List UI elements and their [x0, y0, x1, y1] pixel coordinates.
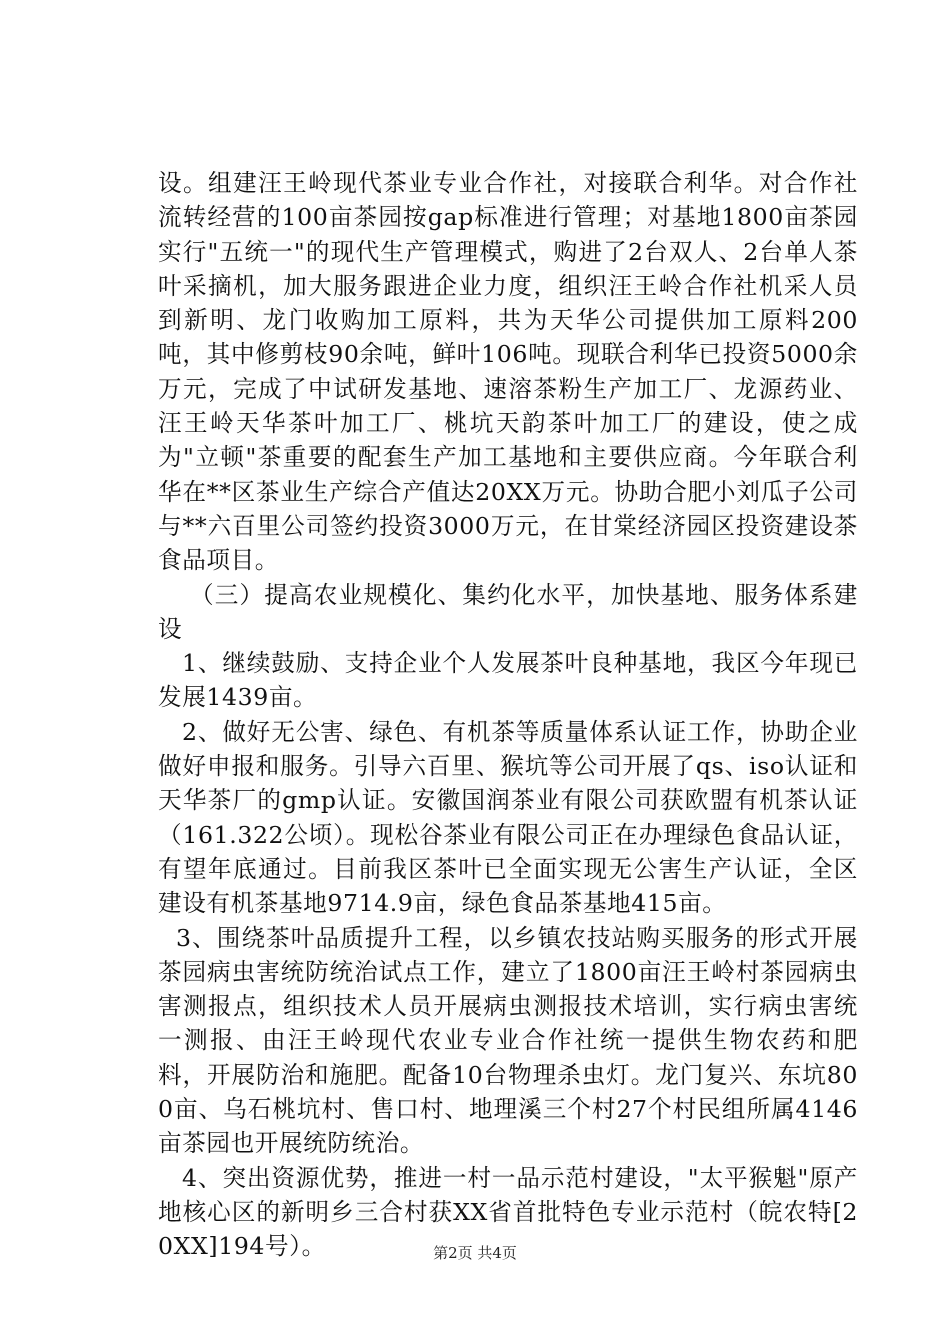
- paragraph-cooperative-unilever: 设。组建汪王岭现代茶业专业合作社，对接联合利华。对合作社流转经营的100亩茶园按gap标准进行管理；对基地1800亩茶园实行"五统一"的现代生产管理模式，购进了2台双人、2台单人茶叶采摘机，加大服务跟进企业力度，组织汪王岭合作社机采人员到新明、龙门收购加工原料，共为天华公司提供加工原料200吨，其中修剪枝90余吨，鲜叶106吨。现联合利华已投资5000余万元，完成了中试研发基地、速溶茶粉生产加工厂、龙源药业、汪王岭天华茶叶加工厂、桃坑天韵茶叶加工厂的建设，使之成为"立顿"茶重要的配套生产加工基地和主要供应商。今年联合利华在**区茶业生产综合产值达20XX万元。协助合肥小刘瓜子公司与**六百里公司签约投资3000万元，在甘棠经济园区投资建设茶食品项目。: [158, 169, 858, 575]
- page-footer: 第2页 共4页: [433, 1244, 517, 1262]
- paragraph-item-1: 1、继续鼓励、支持企业个人发展茶叶良种基地，我区今年现已发展1439亩。: [158, 649, 858, 712]
- section-heading-3: （三）提高农业规模化、集约化水平，加快基地、服务体系建设: [158, 580, 858, 643]
- document-body: [158, 166, 858, 1264]
- paragraph-item-3: 3、围绕茶叶品质提升工程，以乡镇农技站购买服务的形式开展茶园病虫害统防统治试点工作，建立了1800亩汪王岭村茶园病虫害测报点，组织技术人员开展病虫测报技术培训，实行病虫害统一测报、由汪王岭现代农业专业合作社统一提供生物农药和肥料，开展防治和施肥。配备10台物理杀虫灯。龙门复兴、东坑800亩、乌石桃坑村、售口村、地理溪三个村27个村民组所属4146亩茶园也开展统防统治。: [158, 923, 858, 1158]
- paragraph-item-2: 2、做好无公害、绿色、有机茶等质量体系认证工作，协助企业做好申报和服务。引导六百里、猴坑等公司开展了qs、iso认证和天华茶厂的gmp认证。安徽国润茶业有限公司获欧盟有机茶认证（161.322公顷）。现松谷茶业有限公司正在办理绿色食品认证，有望年底通过。目前我区茶叶已全面实现无公害生产认证，全区建设有机茶基地9714.9亩，绿色食品茶基地415亩。: [158, 717, 858, 918]
- paragraph-item-4: 4、突出资源优势，推进一村一品示范村建设，"太平猴魁"原产地核心区的新明乡三合村获XX省首批特色专业示范村（皖农特[20XX]194号）。: [158, 1163, 858, 1261]
